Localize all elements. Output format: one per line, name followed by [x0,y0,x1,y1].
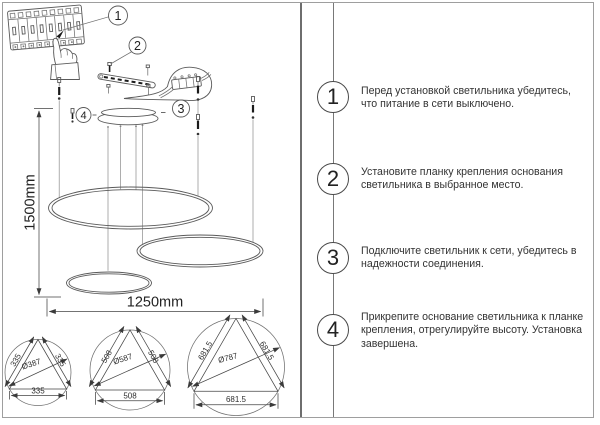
height-dimension-label: 1500mm [22,174,39,231]
step-3-number-badge: 3 [317,242,349,274]
ring-middle [137,235,263,267]
step-1-text: Перед установкой светильника убедитесь, что питание в сети выключено. [361,85,571,111]
ring-large [49,187,213,229]
diameter-label: Ø587 [112,351,134,367]
diameter-label: Ø387 [20,356,42,372]
callout-bracket [111,37,147,64]
panel-divider [300,3,302,417]
step-2-number-badge: 2 [317,163,349,195]
step-3-text: Подключите светильник к сети, убедитесь в надежности соединения. [361,245,577,271]
side-label: 681.5 [257,339,276,362]
side-label: 508 [123,391,137,401]
ring-small [67,272,152,294]
side-label: 681.5 [225,394,247,404]
width-dimension [47,295,263,317]
ring-detail-small [5,337,71,406]
step-1-number-badge: 1 [317,81,349,113]
side-label: 681.5 [196,339,215,362]
ring-detail-large [188,315,285,416]
callout-canopy-number: 4 [80,109,87,122]
width-dimension-label: 1250mm [126,294,184,311]
mounting-bar-sketch [98,63,156,96]
callout-wiring [173,100,190,117]
side-label: 335 [31,386,45,396]
side-label: 508 [99,348,114,365]
steps-connector-line [333,3,334,417]
callout-power-number: 1 [114,8,122,23]
callout-canopy [76,108,91,123]
side-label: 335 [53,352,68,369]
callout-wiring-number: 3 [177,101,185,116]
step-2-text: Установите планку крепления основания светильника в выбранное место. [361,166,563,192]
step-4-text: Прикрепите основание светильника к планке крепления, отрегулируйте высоту. Установка завершена. [361,311,584,350]
callout-bracket-number: 2 [134,38,141,53]
diameter-label: Ø787 [217,351,239,365]
side-label: 508 [146,348,161,365]
step-4-number-badge: 4 [317,314,349,346]
ring-detail-medium [89,327,170,411]
side-label: 335 [8,352,23,369]
